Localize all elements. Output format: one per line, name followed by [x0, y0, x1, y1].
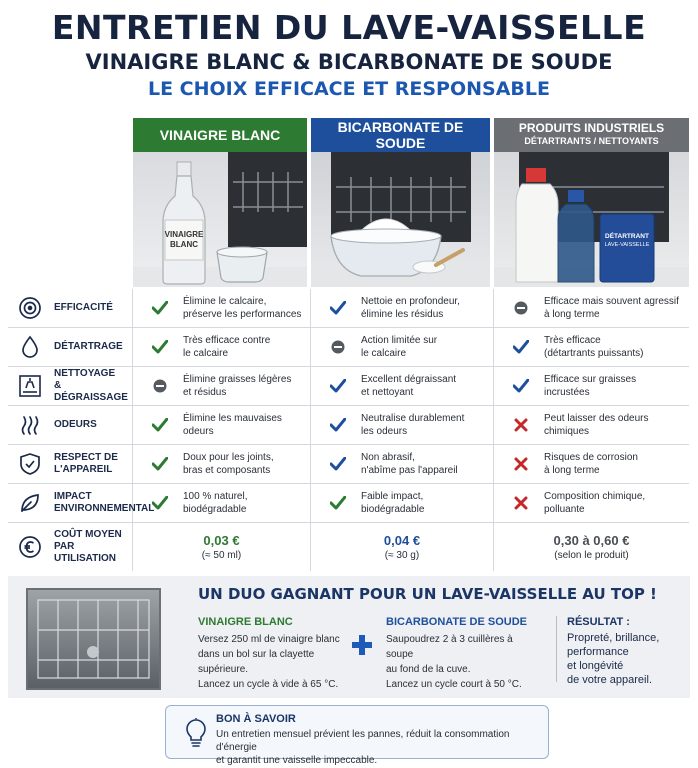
table-cell [494, 445, 689, 483]
duo-vinaigre-block [198, 616, 348, 692]
cell-text [361, 295, 460, 321]
duo-bicarbonate-block [386, 616, 541, 692]
minus-circle-icon [149, 379, 171, 393]
table-row-cost [8, 523, 689, 571]
cell-line-1: Peut laisser des odeurs [544, 413, 649, 424]
tip-title: BON À SAVOIR [216, 713, 296, 725]
cell-text [183, 295, 301, 321]
row-label-text [54, 529, 132, 565]
cell-line-1: Efficace mais souvent agressif [544, 296, 679, 307]
table-cell [311, 484, 494, 522]
cell-line-1: Très efficace contre [183, 335, 271, 346]
cell-line-1: Non abrasif, [361, 452, 415, 463]
table-cell [133, 289, 311, 327]
table-cell [311, 367, 494, 405]
cell-line-1: Composition chimique, [544, 491, 646, 502]
cell-text [361, 451, 458, 477]
tip-line-1: Un entretien mensuel prévient les pannes, réduit la consommation d'énergie [216, 729, 510, 753]
column-header-vinaigre: VINAIGRE BLANC [133, 118, 307, 152]
industrial-products-illustration [494, 152, 689, 287]
column-header-industriels-label: PRODUITS INDUSTRIELS [518, 121, 665, 135]
cell-text [361, 334, 437, 360]
vinegar-bottle-illustration [133, 152, 307, 287]
cell-line-2: biodégradable [183, 504, 247, 515]
row-label [8, 445, 133, 483]
duo-vinaigre-line-3: Lancez un cycle à vide à 65 °C. [198, 679, 339, 690]
cell-text [183, 412, 282, 438]
minus-circle-icon [327, 340, 349, 354]
cell-line-2: (détartrants puissants) [544, 348, 644, 359]
column-header-bicarbonate: BICARBONATE DE SOUDE [311, 118, 490, 152]
cell-text [544, 295, 679, 321]
bottle-label-line-2: BLANC [170, 240, 198, 249]
check-icon [327, 496, 349, 510]
pack-label-line-2: LAVE-VAISSELLE [604, 242, 650, 248]
table-row [8, 406, 689, 445]
table-cell [133, 445, 311, 483]
cell-line-2: le calcaire [183, 348, 229, 359]
duo-bicarbonate-line-3: Lancez un cycle court à 50 °C. [386, 679, 522, 690]
cell-line-2: biodégradable [361, 504, 425, 515]
plus-icon [351, 634, 373, 656]
cell-text [183, 490, 248, 516]
cell-line-2: et résidus [183, 387, 227, 398]
cell-line-2: élimine les résidus [361, 309, 444, 320]
cost-cell [133, 523, 311, 571]
cell-text [544, 451, 638, 477]
row-label-line-2: & DÉGRAISSAGE [54, 380, 128, 403]
check-icon [327, 418, 349, 432]
duo-section [8, 576, 690, 698]
check-icon [327, 379, 349, 393]
cell-line-2: polluante [544, 504, 585, 515]
row-label-line-1: RESPECT DE [54, 452, 118, 463]
cross-icon [510, 418, 532, 432]
cell-line-2: chimiques [544, 426, 590, 437]
cell-line-2: préserve les performances [183, 309, 302, 320]
duo-result-line-2: performance [567, 646, 629, 658]
cell-line-2: incrustées [544, 387, 590, 398]
page-title: ENTRETIEN DU LAVE-VAISSELLE [51, 8, 647, 47]
duo-vinaigre-title: VINAIGRE BLANC [198, 616, 293, 628]
cell-line-2: odeurs [183, 426, 214, 437]
cell-line-1: 100 % naturel, [183, 491, 248, 502]
pack-label-line-1: DÉTARTRANT [605, 233, 649, 240]
table-row [8, 367, 689, 406]
table-cell [494, 289, 689, 327]
tip-line-2: et garantit une vaisselle impeccable. [216, 755, 378, 766]
cell-text [361, 412, 464, 438]
check-icon [510, 340, 532, 354]
row-label-text [54, 341, 123, 353]
drop-icon [16, 333, 44, 361]
cost-quantity: (≈ 30 g) [384, 549, 420, 561]
degrease-icon [16, 372, 44, 400]
cost-cell [311, 523, 494, 571]
cross-icon [510, 457, 532, 471]
column-header-industriels [494, 118, 689, 152]
check-icon [327, 301, 349, 315]
cell-line-2: à long terme [544, 465, 600, 476]
cell-line-1: Très efficace [544, 335, 601, 346]
cell-text [361, 490, 424, 516]
table-cell [311, 289, 494, 327]
lightbulb-icon [182, 718, 210, 748]
minus-circle-icon [510, 301, 532, 315]
row-label-text [54, 452, 118, 476]
cell-text [183, 451, 274, 477]
dishwasher-icon [28, 590, 159, 688]
page-tagline: LE CHOIX EFFICACE ET RESPONSABLE [147, 78, 550, 100]
cell-line-2: à long terme [544, 309, 600, 320]
check-icon [149, 418, 171, 432]
cross-icon [510, 496, 532, 510]
cell-line-2: et nettoyant [361, 387, 414, 398]
cell-line-1: Élimine le calcaire, [183, 296, 267, 307]
cell-text [183, 373, 291, 399]
table-row [8, 328, 689, 367]
cell-line-1: Faible impact, [361, 491, 424, 502]
check-icon [149, 457, 171, 471]
row-label [8, 523, 133, 571]
check-icon [327, 457, 349, 471]
cell-line-1: Excellent dégraissant [361, 374, 457, 385]
cell-text [544, 334, 644, 360]
table-cell [133, 367, 311, 405]
duo-bicarbonate-line-2: au fond de la cuve. [386, 664, 471, 675]
odor-icon [16, 411, 44, 439]
table-cell [133, 328, 311, 366]
row-label-line-2: PAR UTILISATION [54, 541, 117, 564]
tip-text [216, 728, 548, 767]
table-cell [311, 328, 494, 366]
row-label-text [54, 368, 132, 404]
table-cell [494, 484, 689, 522]
photo-vinaigre [133, 152, 307, 287]
row-label [8, 406, 133, 444]
cost-price: 0,03 € [203, 532, 240, 548]
duo-result-block [556, 616, 686, 686]
cell-line-1: Efficace sur graisses [544, 374, 637, 385]
table-cell [494, 328, 689, 366]
duo-vinaigre-line-1: Versez 250 ml de vinaigre blanc [198, 634, 340, 645]
table-row [8, 445, 689, 484]
row-label-line-2: ENVIRONNEMENTAL [54, 503, 155, 514]
duo-result-line-1: Propreté, brillance, [567, 632, 660, 644]
check-icon [149, 496, 171, 510]
euro-icon [16, 533, 44, 561]
column-header-industriels-sublabel: DÉTARTRANTS / NETTOYANTS [524, 136, 659, 146]
duo-result-line-4: de votre appareil. [567, 674, 652, 686]
table-cell [494, 406, 689, 444]
table-cell [494, 367, 689, 405]
row-label-line-1: ODEURS [54, 419, 97, 430]
cell-line-1: Neutralise durablement [361, 413, 465, 424]
cell-text [544, 412, 649, 438]
row-label-line-1: COÛT MOYEN [54, 529, 122, 540]
cell-line-2: les odeurs [361, 426, 408, 437]
duo-title: UN DUO GAGNANT POUR UN LAVE-VAISSELLE AU TOP ! [198, 585, 657, 603]
row-label [8, 484, 155, 522]
table-cell [311, 445, 494, 483]
cell-text [183, 334, 270, 360]
cost-quantity: (≈ 50 ml) [201, 549, 242, 561]
cell-line-1: Action limitée sur [361, 335, 438, 346]
shield-icon [16, 450, 44, 478]
row-label-line-1: IMPACT [54, 491, 92, 502]
dishwasher-interior-image [26, 588, 161, 690]
baking-soda-bowl-illustration [311, 152, 490, 287]
tip-box [165, 705, 549, 766]
table-cell [311, 406, 494, 444]
row-label [8, 289, 133, 327]
cost-cell [494, 523, 689, 571]
cell-text [361, 373, 456, 399]
cell-line-1: Élimine les mauvaises [183, 413, 282, 424]
comparison-table [8, 289, 689, 571]
cost-price: 0,30 à 0,60 € [553, 532, 630, 548]
row-label [8, 328, 133, 366]
cell-line-2: le calcaire [361, 348, 407, 359]
cell-line-1: Élimine graisses légères [183, 374, 292, 385]
row-label-line-1: NETTOYAGE [54, 368, 116, 379]
table-cell [133, 484, 311, 522]
row-label-text [54, 419, 97, 431]
table-cell [133, 406, 311, 444]
photo-industriels [494, 152, 689, 287]
check-icon [510, 379, 532, 393]
row-label-text [54, 302, 113, 314]
bottle-label-line-1: VINAIGRE [164, 230, 204, 239]
cell-line-1: Doux pour les joints, [183, 452, 274, 463]
row-label-line-1: EFFICACITÉ [54, 302, 113, 313]
duo-bicarbonate-line-1: Saupoudrez 2 à 3 cuillères à soupe [386, 634, 513, 660]
cell-line-2: n'abîme pas l'appareil [361, 465, 458, 476]
leaf-icon [16, 489, 44, 517]
header [0, 0, 698, 102]
check-icon [149, 301, 171, 315]
target-icon [16, 294, 44, 322]
row-label [8, 367, 133, 405]
duo-vinaigre-line-2: dans un bol sur la clayette supérieure. [198, 649, 315, 675]
duo-result-title: RÉSULTAT : [567, 616, 630, 628]
cell-line-2: bras et composants [183, 465, 271, 476]
duo-bicarbonate-title: BICARBONATE DE SOUDE [386, 616, 527, 628]
cell-line-1: Nettoie en profondeur, [361, 296, 460, 307]
photo-bicarbonate [311, 152, 490, 287]
page-subtitle: VINAIGRE BLANC & BICARBONATE DE SOUDE [85, 50, 613, 74]
cell-line-1: Risques de corrosion [544, 452, 638, 463]
row-label-line-2: L'APPAREIL [54, 464, 113, 475]
cell-text [544, 490, 645, 516]
cell-text [544, 373, 636, 399]
table-row [8, 289, 689, 328]
cost-quantity: (selon le produit) [554, 549, 629, 561]
duo-result-line-3: et longévité [567, 660, 624, 672]
row-label-line-1: DÉTARTRAGE [54, 341, 123, 352]
check-icon [149, 340, 171, 354]
cost-price: 0,04 € [383, 532, 421, 548]
table-row [8, 484, 689, 523]
